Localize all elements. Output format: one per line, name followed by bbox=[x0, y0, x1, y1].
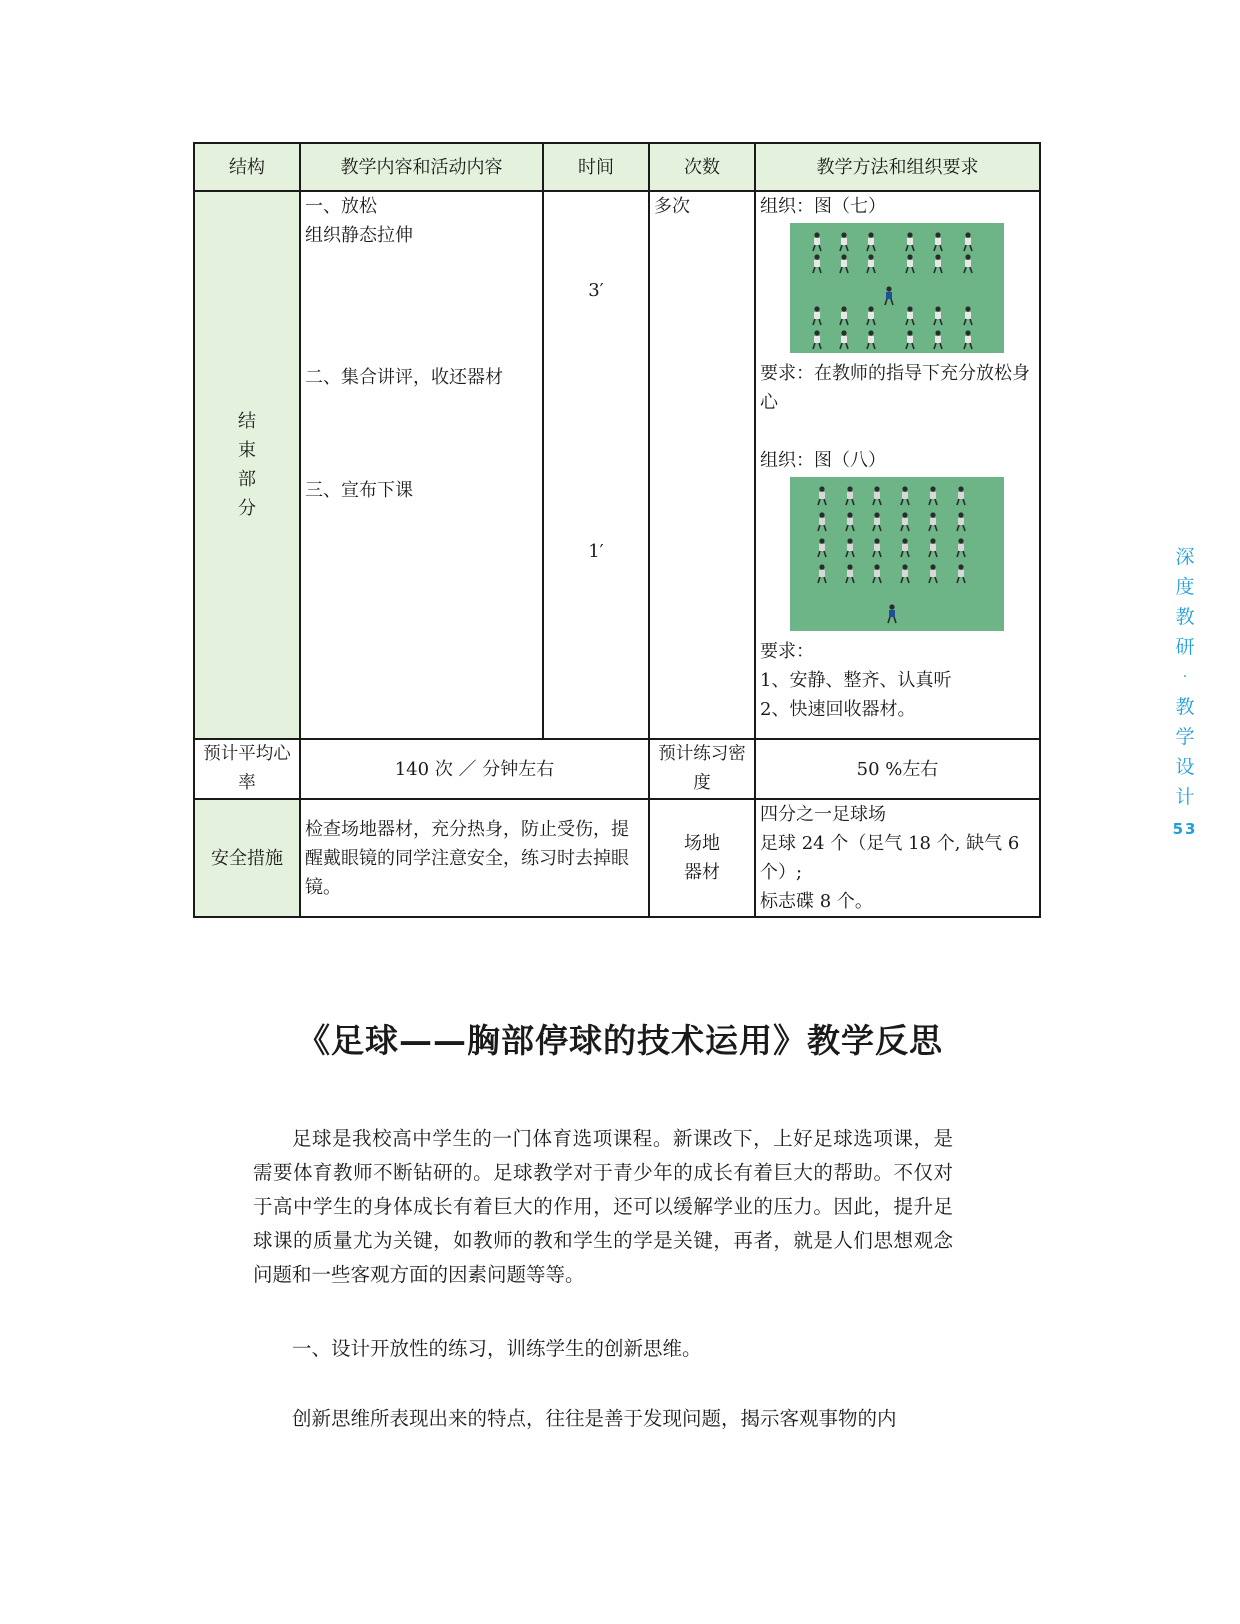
method-req8-line1: 1、安静、整齐、认真听 bbox=[760, 670, 952, 691]
method-req8-title: 要求： bbox=[760, 641, 814, 662]
safety-value: 检查场地器材，充分热身，防止受伤，提醒戴眼镜的同学注意安全，练习时去掉眼镜。 bbox=[300, 799, 649, 917]
section-label: 结束部分 bbox=[238, 411, 256, 519]
content-item3: 三、宣布下课 bbox=[305, 480, 413, 501]
side-tab-char: 设 bbox=[1175, 756, 1195, 778]
header-structure: 结构 bbox=[194, 143, 300, 191]
header-content: 教学内容和活动内容 bbox=[300, 143, 543, 191]
method-req8-line2: 2、快速回收器材。 bbox=[760, 699, 916, 720]
venue-line3: 标志碟 8 个。 bbox=[760, 891, 873, 912]
density-value: 50 %左右 bbox=[755, 739, 1040, 799]
count-value: 多次 bbox=[654, 196, 690, 217]
field-background bbox=[790, 477, 1004, 631]
content-item1-title: 一、放松 bbox=[305, 196, 377, 217]
side-tab-char: 研 bbox=[1175, 636, 1195, 658]
venue-label-cell bbox=[649, 799, 755, 917]
heart-rate-value: 140 次 ／ 分钟左右 bbox=[300, 739, 649, 799]
article-title: 《足球——胸部停球的技术运用》教学反思 bbox=[297, 1021, 943, 1060]
table-row-heart-rate bbox=[194, 739, 1040, 799]
count-cell bbox=[649, 191, 755, 739]
field-background bbox=[790, 223, 1004, 353]
side-tab-char: 学 bbox=[1175, 726, 1195, 748]
side-section-tab bbox=[1170, 542, 1200, 844]
side-tab-char: 教 bbox=[1175, 606, 1195, 628]
header-count: 次数 bbox=[649, 143, 755, 191]
density-label: 预计练习密度 bbox=[649, 739, 755, 799]
article-paragraph-2: 创新思维所表现出来的特点，往往是善于发现问题，揭示客观事物的内 bbox=[292, 1407, 897, 1430]
table-row-ending bbox=[194, 191, 1040, 739]
section-label-cell bbox=[194, 191, 300, 739]
content-item1-detail: 组织静态拉伸 bbox=[305, 225, 413, 246]
venue-line2: 足球 24 个（足气 18 个, 缺气 6 个）; bbox=[760, 833, 1020, 883]
method-req7: 要求：在教师的指导下充分放松身心 bbox=[760, 363, 1030, 413]
header-method: 教学方法和组织要求 bbox=[755, 143, 1040, 191]
method-org8: 组织：图（八） bbox=[760, 450, 886, 471]
content-cell bbox=[300, 191, 543, 739]
formation-figure-8 bbox=[790, 477, 1004, 631]
article-paragraph-1: 足球是我校高中学生的一门体育选项课程。新课改下，上好足球选项课，是需要体育教师不断钻研的。足球教学对于青少年的成长有着巨大的帮助。不仅对于高中学生的身体成长有着巨大的作用，还可以缓解学业的压力。因此，提升足球课的质量尤为关键，如教师的教和学生的学是关键，再者，就是人们思想观念问题和一些客观方面的因素问题等等。 bbox=[253, 1127, 953, 1286]
venue-value-cell bbox=[755, 799, 1040, 917]
heart-rate-label: 预计平均心率 bbox=[194, 739, 300, 799]
table-row-safety bbox=[194, 799, 1040, 917]
time-cell bbox=[543, 191, 649, 739]
side-tab-char: 度 bbox=[1175, 576, 1195, 598]
side-tab-char: 计 bbox=[1175, 786, 1195, 808]
content-item2: 二、集合讲评，收还器材 bbox=[305, 367, 503, 388]
formation-figure-7 bbox=[790, 223, 1004, 353]
side-tab-char: 深 bbox=[1175, 546, 1195, 568]
article-heading-1: 一、设计开放性的练习，训练学生的创新思维。 bbox=[292, 1337, 702, 1360]
table-header-row bbox=[194, 143, 1040, 191]
method-cell bbox=[755, 191, 1040, 739]
side-tab-dot: · bbox=[1182, 669, 1188, 685]
venue-label-1: 场地 bbox=[684, 833, 720, 854]
side-tab-char: 教 bbox=[1175, 696, 1195, 718]
header-time: 时间 bbox=[543, 143, 649, 191]
venue-line1: 四分之一足球场 bbox=[760, 804, 886, 825]
time-value-1: 3′ bbox=[588, 280, 604, 301]
method-org7: 组织：图（七） bbox=[760, 196, 886, 217]
page-number: 53 bbox=[1172, 820, 1198, 838]
lesson-plan-table bbox=[193, 142, 1041, 918]
time-value-2: 1′ bbox=[588, 541, 604, 562]
venue-label-2: 器材 bbox=[684, 862, 720, 883]
safety-label: 安全措施 bbox=[194, 799, 300, 917]
